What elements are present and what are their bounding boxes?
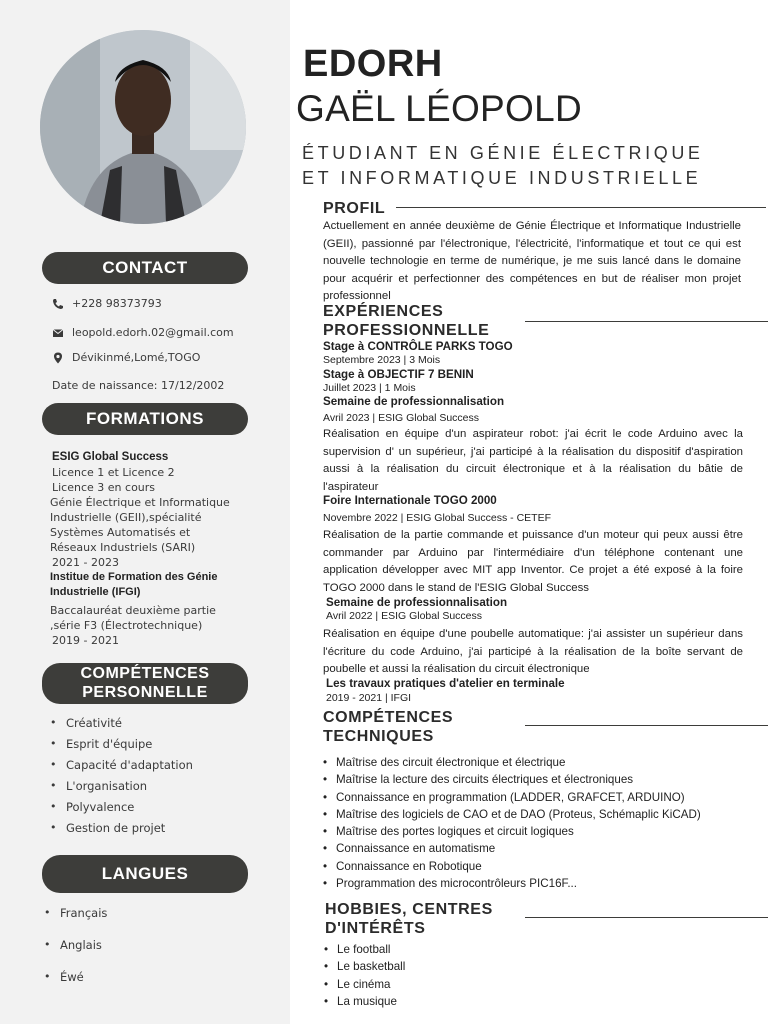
tech-skills-list (322, 756, 701, 894)
job-date: Avril 2023 | ESIG Global Success (323, 412, 480, 424)
list-item: • Éwé (42, 970, 107, 1002)
list-item: • Connaissance en Robotique (322, 860, 701, 877)
list-item: • Esprit d'équipe (48, 737, 193, 758)
formation-line: Licence 3 en cours (52, 481, 156, 494)
job-title: Les travaux pratiques d'atelier en terminale (326, 677, 565, 690)
tech-skills-title-line: TECHNIQUES (323, 728, 434, 745)
list-item: • Programmation des microcontrôleurs PIC16F... (322, 877, 701, 894)
tech-skills-title-line: COMPÉTENCES (323, 709, 454, 726)
soft-skills-list (48, 716, 193, 842)
list-item: • Français (42, 906, 107, 938)
job-title: Semaine de professionnalisation (326, 596, 508, 609)
profile-title: PROFIL (323, 200, 386, 217)
contact-header: CONTACT (42, 252, 248, 284)
job-date: Avril 2022 | ESIG Global Success (326, 610, 483, 622)
school-ifgi: Industrielle (IFGI) (50, 586, 141, 598)
birth-date: Date de naissance: 17/12/2002 (52, 379, 225, 392)
hobbies-title-line: D'INTÉRÊTS (325, 920, 426, 937)
list-item: • Maîtrise des portes logiques et circuit logiques (322, 825, 701, 842)
job-description: Réalisation de la partie commande et puissance d'un moteur qui peux aussi être commander par Arduino par l'intermédiaire d'un téléphone contenant une application développer avec MIT app Inventor. Ce projet a été exposé à la foire TOGO 2000 dans le stand de l'ESIG Global Success (323, 529, 743, 594)
soft-skills-title: COMPÉTENCES (80, 665, 210, 682)
list-item: • Le cinéma (323, 978, 405, 995)
experience-title (323, 302, 489, 340)
divider (525, 917, 768, 918)
job-description: Réalisation en équipe d'un aspirateur robot: j'ai écrit le code Arduino avec la supervision d' un supérieur, j'ai participé à la réalisation du dispositif d'aspiration aussi à la réalisation du circuit électronique et à la réalisation du bâtie de l'aspirateur (323, 428, 743, 493)
list-item: • Gestion de projet (48, 821, 193, 842)
list-item: • Créativité (48, 716, 193, 737)
divider (525, 321, 768, 322)
location-pin-icon (52, 352, 64, 364)
languages-list (42, 906, 107, 1002)
list-item: • Anglais (42, 938, 107, 970)
job-title: Semaine de professionnalisation (323, 395, 505, 408)
formation-line: Réseaux Industriels (SARI) (50, 541, 196, 554)
hobbies-title (325, 900, 493, 938)
formation-years: 2021 - 2023 (52, 556, 119, 569)
formations-block (52, 450, 282, 648)
phone-icon (52, 298, 64, 310)
formation-years: 2019 - 2021 (52, 634, 119, 647)
school-esig: ESIG Global Success (52, 451, 169, 463)
list-item: • Maîtrise des logiciels de CAO et de DAO (Proteus, Schémaplic KiCAD) (322, 808, 701, 825)
subtitle-line: ÉTUDIANT EN GÉNIE ÉLECTRIQUE (302, 143, 704, 163)
job-date: Novembre 2022 | ESIG Global Success - CETEF (323, 512, 551, 524)
list-item: • Connaissance en automatisme (322, 842, 701, 859)
job-subtitle (302, 141, 704, 191)
list-item: • Maîtrise des circuit électronique et électrique (322, 756, 701, 773)
phone-text: +228 98373793 (72, 297, 162, 310)
profile-text: Actuellement en année deuxième de Génie Électrique et Informatique Industrielle (GEII), passionné par l'électronique, l'électricité, l'informatique et tout ce qui est nouvelle technologie en terme de numérique, je me suis lancé dans le domaine pour acquérir et perfectionner des compétences en but de réaliser mon projet professionnel (323, 220, 741, 302)
formation-line: Génie Électrique et Informatique (50, 496, 230, 509)
list-item: • Maîtrise la lecture des circuits électriques et électroniques (322, 773, 701, 790)
list-item: • La musique (323, 995, 405, 1012)
subtitle-line: ET INFORMATIQUE INDUSTRIELLE (302, 168, 702, 188)
job-title: Stage à CONTRÔLE PARKS TOGO (323, 340, 513, 353)
formation-line: Baccalauréat deuxième partie (50, 604, 216, 617)
hobbies-list (323, 943, 405, 1012)
formation-line: Licence 1 et Licence 2 (52, 466, 175, 479)
formation-line: ,série F3 (Électrotechnique) (50, 619, 203, 632)
address-text: Dévikinmé,Lomé,TOGO (72, 351, 201, 364)
job-description: Réalisation en équipe d'une poubelle automatique: j'ai assister un supérieur dans l'écriture du code Arduino, j'ai participé à la réalisation de la boîte servant de poubelle et aussi la réalisation du circuit électronique (323, 628, 743, 675)
list-item: • Polyvalence (48, 800, 193, 821)
formation-line: Industrielle (GEII),spécialité (50, 511, 202, 524)
soft-skills-header (42, 663, 248, 704)
list-item: • Capacité d'adaptation (48, 758, 193, 779)
divider (396, 207, 766, 208)
list-item: • L'organisation (48, 779, 193, 800)
job-title: Foire Internationale TOGO 2000 (323, 494, 497, 507)
tech-skills-title (323, 708, 453, 746)
soft-skills-title: PERSONNELLE (82, 684, 208, 701)
job-title: Stage à OBJECTIF 7 BENIN (323, 368, 474, 381)
first-name: GAËL LÉOPOLD (296, 88, 583, 129)
profile-photo (40, 30, 246, 224)
experience-title-line: EXPÉRIENCES (323, 303, 444, 320)
hobbies-title-line: HOBBIES, CENTRES (325, 901, 493, 918)
list-item: • Connaissance en programmation (LADDER, GRAFCET, ARDUINO) (322, 791, 701, 808)
languages-header: LANGUES (42, 855, 248, 893)
divider (525, 725, 768, 726)
formation-line: Systèmes Automatisés et (50, 526, 191, 539)
experience-title-line: PROFESSIONNELLE (323, 322, 490, 339)
last-name: EDORH (303, 43, 443, 85)
envelope-icon (52, 327, 64, 339)
list-item: • Le football (323, 943, 405, 960)
school-ifgi: Institue de Formation des Génie (50, 571, 218, 583)
formations-header: FORMATIONS (42, 403, 248, 435)
list-item: • Le basketball (323, 960, 405, 977)
job-date: Septembre 2023 | 3 Mois (323, 354, 441, 366)
job-date: Juillet 2023 | 1 Mois (323, 382, 416, 394)
job-date: 2019 - 2021 | IFGI (326, 692, 412, 704)
email-text: leopold.edorh.02@gmail.com (72, 326, 234, 339)
